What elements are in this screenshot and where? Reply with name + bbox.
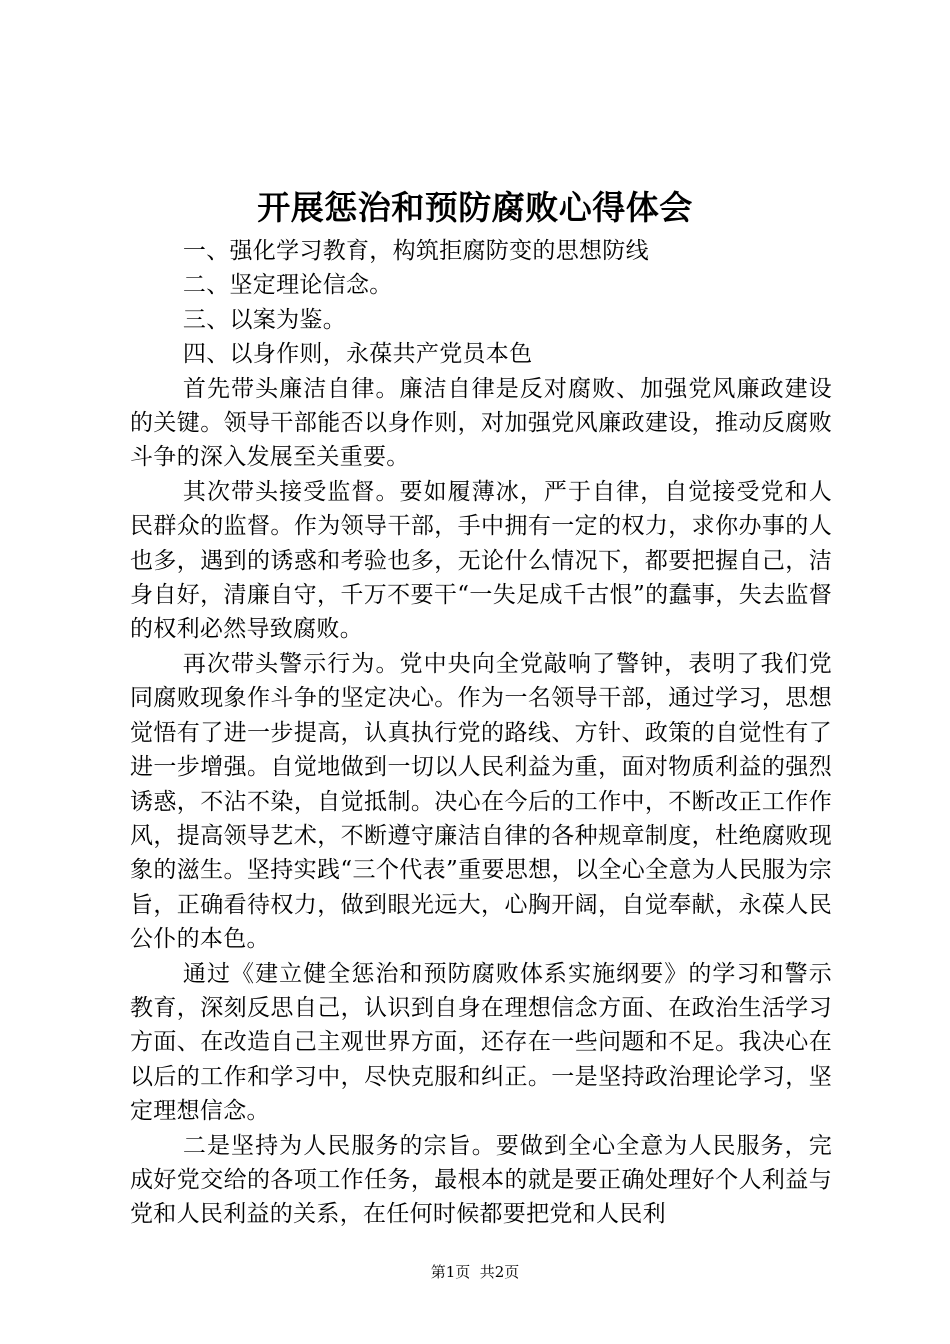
document-body: [130, 234, 832, 1232]
body-paragraph: 通过《建立健全惩治和预防腐败体系实施纲要》的学习和警示教育，深刻反思自己，认识到自身在理想信念方面、在政治生活学习方面、在改造自己主观世界方面，还存在一些问题和不足。我决心在以后的工作和学习中，尽快克服和纠正。一是坚持政治理论学习，坚定理想信念。: [130, 960, 832, 1125]
body-paragraph: 首先带头廉洁自律。廉洁自律是反对腐败、加强党风廉政建设的关键。领导干部能否以身作则，对加强党风廉政建设，推动反腐败斗争的深入发展至关重要。: [130, 375, 832, 471]
body-paragraph: 其次带头接受监督。要如履薄冰，严于自律，自觉接受党和人民群众的监督。作为领导干部，手中拥有一定的权力，求你办事的人也多，遇到的诱惑和考验也多，无论什么情况下，都要把握自己，洁身自好，清廉自守，千万不要干“一失足成千古恨”的蠢事，失去监督的权利必然导致腐败。: [130, 478, 832, 643]
body-paragraph: 二是坚持为人民服务的宗旨。要做到全心全意为人民服务，完成好党交给的各项工作任务，最根本的就是要正确处理好个人利益与党和人民利益的关系，在任何时候都要把党和人民利: [130, 1132, 832, 1228]
heading-item-2: 二、坚定理论信念。: [182, 272, 393, 299]
heading-item-4: 四、以身作则，永葆共产党员本色: [182, 341, 533, 368]
heading-item-3: 三、以案为鉴。: [182, 306, 346, 333]
heading-item-1: 一、强化学习教育，构筑拒腐防变的思想防线: [182, 238, 649, 264]
page-footer: 第1页 共2页: [430, 1263, 520, 1281]
document-title: 开展惩治和预防腐败心得体会: [257, 188, 693, 227]
body-paragraph: 再次带头警示行为。党中央向全党敲响了警钟，表明了我们党同腐败现象作斗争的坚定决心。作为一名领导干部，通过学习，思想觉悟有了进一步提高，认真执行党的路线、方针、政策的自觉性有了进一步增强。自觉地做到一切以人民利益为重，面对物质利益的强烈诱惑，不沾不染，自觉抵制。决心在今后的工作中，不断改正工作作风，提高领导艺术，不断遵守廉洁自律的各种规章制度，杜绝腐败现象的滋生。坚持实践“三个代表”重要思想，以全心全意为人民服为宗旨，正确看待权力，做到眼光远大，心胸开阔，自觉奉献，永葆人民公仆的本色。: [130, 650, 832, 953]
